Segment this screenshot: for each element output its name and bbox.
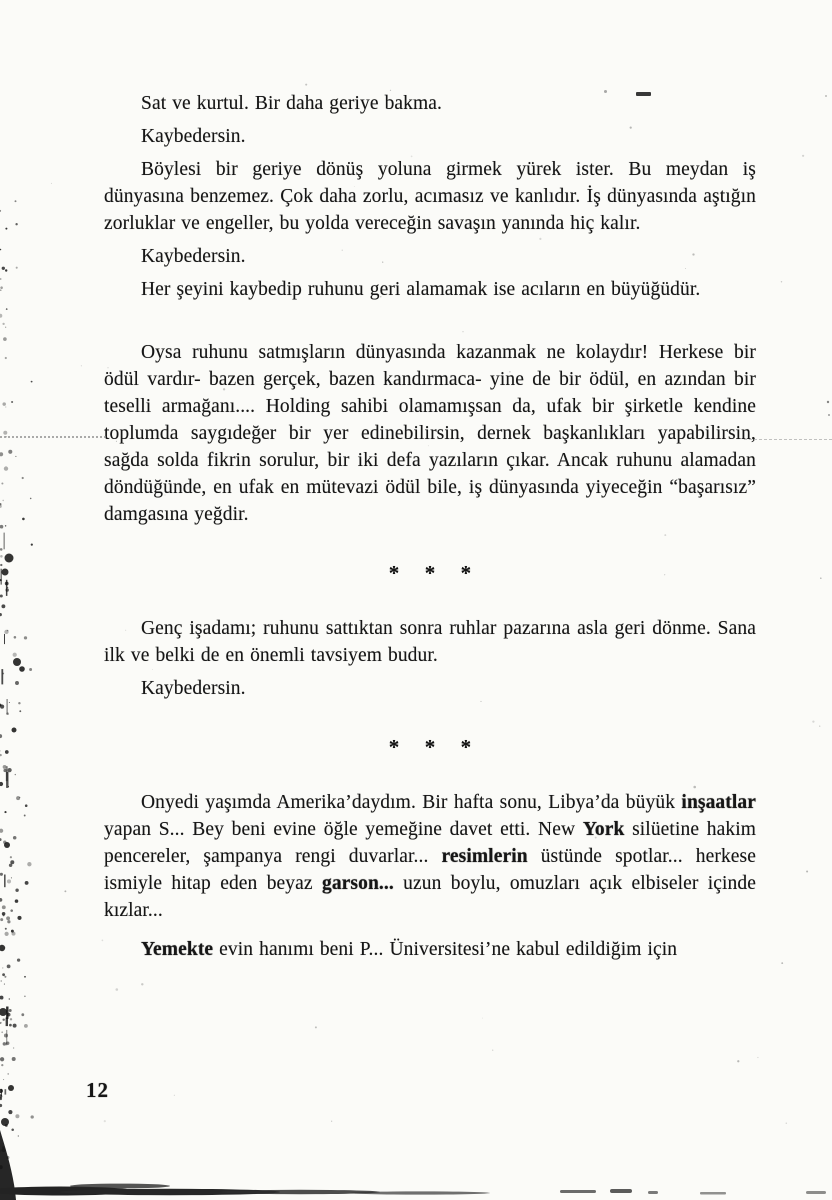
paragraph: Onyedi yaşımda Amerika’daydım. Bir hafta sonu, Libya’da büyük inşaatlar yapan S... Bey beni evine öğle yemeğine davet etti. New York silüetine hakim pencereler, şampanya rengi duvarlar... resimlerin üstünde spotlar... herkese ismiyle hitap eden beyaz garson... uzun boylu, omuzları açık elbiseler içinde kızlar... <box>104 792 757 921</box>
stray-ink-speck <box>604 90 607 93</box>
paragraph: Kaybedersin. <box>141 126 246 147</box>
fold-crease-line-right <box>744 439 832 440</box>
paragraph: Her şeyini kaybedip ruhunu geri alamamak ise acıların en büyüğüdür. <box>141 279 701 300</box>
page-number: 12 <box>86 1078 109 1102</box>
paragraph: Genç işadamı; ruhunu sattıktan sonra ruhlar pazarına asla geri dönme. Sana ilk ve belki de en önemli tavsiyem budur. <box>104 618 756 666</box>
paragraph: Kaybedersin. <box>141 246 246 267</box>
section-separator: * * * <box>388 561 472 585</box>
paragraph: Böylesi bir geriye dönüş yoluna girmek yürek ister. Bu meydan iş dünyasına benzemez. Çok daha zorlu, acımasız ve kanlıdır. İş dünyasında aştığın zorluklar ve engeller, bu yolda vereceğin savaşın yanında hiç kalır. <box>104 159 756 234</box>
paragraph: Kaybedersin. <box>141 678 246 699</box>
stray-ink-dash-mark <box>636 92 651 96</box>
page-text-column <box>104 84 756 963</box>
fold-crease-line-left <box>0 436 106 438</box>
section-separator: * * * <box>388 735 472 759</box>
bottom-smudge <box>0 1130 826 1200</box>
paragraph: Yemekte evin hanımı beni P... Üniversitesi’ne kabul edildiğim için <box>141 939 678 960</box>
paragraph: Sat ve kurtul. Bir daha geriye bakma. <box>141 93 443 114</box>
paragraph: Oysa ruhunu satmışların dünyasında kazanmak ne kolaydır! Herkese bir ödül vardır- bazen gerçek, bazen kandırmaca- yine de bir ödül, en azından bir teselli armağanı.... Holding sahibi olamamışsan da, ufak bir şirketle kendine toplumda saygıdeğer bir yer edinebilirsin, dernek başkanlıkları yapabilirsin, sağda solda fikrin sorulur, bir iki defa yazıların çıkar. Ancak ruhunu alamadan döndüğünde, en ufak en mütevazi ödül bile, iş dünyasında yiyeceğin “başarısız” damgasına yeğdir. <box>104 342 756 525</box>
